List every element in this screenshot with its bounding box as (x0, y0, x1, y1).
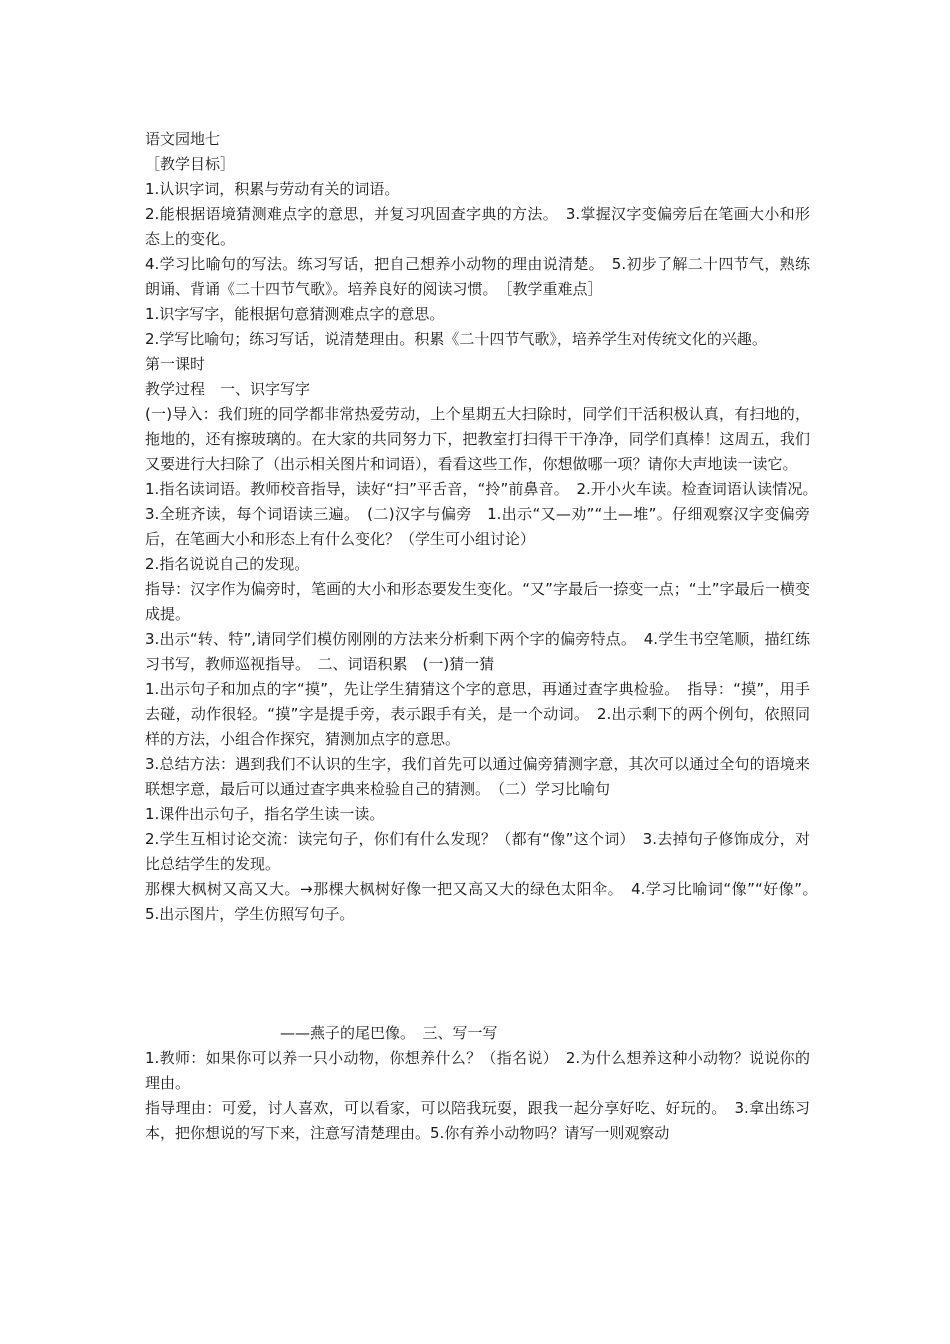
paragraph: 1.课件出示句子，指名学生读一读。 (145, 805, 385, 823)
paragraph: 那棵大枫树又高又大。→那棵大枫树好像一把又高又大的绿色太阳伞。 4.学习比喻词“像”“好像”。 5.出示图片，学生仿照写句子。 (145, 880, 826, 923)
section-heading-teaching-goals: ［教学目标］ (145, 155, 236, 173)
document-body (145, 127, 826, 1146)
paragraph: 3.总结方法：遇到我们不认识的生字，我们首先可以通过偏旁猜测字意，其次可以通过全句的语境来联想字意，最后可以通过查字典来检验自己的猜测。 （二）学习比喻句 (145, 755, 810, 798)
paragraph: 1.识字写字，能根据句意猜测难点字的意思。 (145, 305, 445, 323)
paragraph: 3.出示“转、特”,请同学们模仿刚刚的方法来分析剩下两个字的偏旁特点。 4.学生书空笔顺，描红练习书写，教师巡视指导。 二、词语积累 (一)猜一猜 (145, 630, 810, 673)
paragraph: 指导：汉字作为偏旁时，笔画的大小和形态要发生变化。“又”字最后一捺变一点；“土”字最后一横变成提。 (145, 580, 810, 623)
section-heading-teaching-process: 教学过程 一、识字写字 (145, 380, 311, 398)
paragraph: 2.学生互相讨论交流：读完句子，你们有什么发现？（都有“像”这个词） 3.去掉句子修饰成分，对比总结学生的发现。 (145, 830, 810, 873)
blank-space (145, 927, 810, 1021)
paragraph: 2.学写比喻句；练习写话，说清楚理由。积累《二十四节气歌》，培养学生对传统文化的兴趣。 (145, 330, 767, 348)
paragraph: 2.指名说说自己的发现。 (145, 555, 310, 573)
document-title: 语文园地七 (145, 130, 221, 148)
section-heading-first-lesson: 第一课时 (145, 355, 206, 373)
paragraph: (一)导入：我们班的同学都非常热爱劳动，上个星期五大扫除时，同学们干活积极认真，有扫地的，拖地的，还有擦玻璃的。在大家的共同努力下，把教室打扫得干干净净，同学们真棒！这周五，我们又要进行大扫除了（出示相关图片和词语），看看这些工作，你想做哪一项？请你大声地读一读它。 (145, 405, 810, 473)
paragraph: 指导理由：可爱，讨人喜欢，可以看家，可以陪我玩耍，跟我一起分享好吃、好玩的。 3.拿出练习本，把你想说的写下来，注意写清楚理由。5.你有养小动物吗？请写一则观察动 (145, 1099, 810, 1142)
paragraph: 1.教师：如果你可以养一只小动物，你想养什么？（指名说） 2.为什么想养这种小动物？说说你的理由。 (145, 1049, 810, 1092)
paragraph-example-sentence: ——燕子的尾巴像。 三、写一写 (280, 1024, 498, 1042)
paragraph: 1.认识字词，积累与劳动有关的词语。 (145, 180, 400, 198)
paragraph: 4.学习比喻句的写法。练习写话，把自己想养小动物的理由说清楚。 5.初步了解二十四节气，熟练朗诵、背诵《二十四节气歌》。培养良好的阅读习惯。 ［教学重难点］ (145, 255, 810, 298)
paragraph: 1.出示句子和加点的字“摸”，先让学生猜猜这个字的意思，再通过查字典检验。 指导：“摸”，用手去碰，动作很轻。“摸”字是提手旁，表示跟手有关，是一个动词。 2.出示剩下的两个例句，依照同样的方法，小组合作探究，猜测加点字的意思。 (145, 680, 810, 748)
paragraph: 1.指名读词语。教师校音指导，读好“扫”平舌音，“拎”前鼻音。 2.开小火车读。检查词语认读情况。 3.全班齐读，每个词语读三遍。 (二)汉字与偏旁 1.出示“又—劝”“土—堆”。仔细观察汉字变偏旁后，在笔画大小和形态上有什么变化？（学生可小组讨论） (145, 480, 826, 548)
paragraph: 2.能根据语境猜测难点字的意思，并复习巩固查字典的方法。 3.掌握汉字变偏旁后在笔画大小和形态上的变化。 (145, 205, 810, 248)
